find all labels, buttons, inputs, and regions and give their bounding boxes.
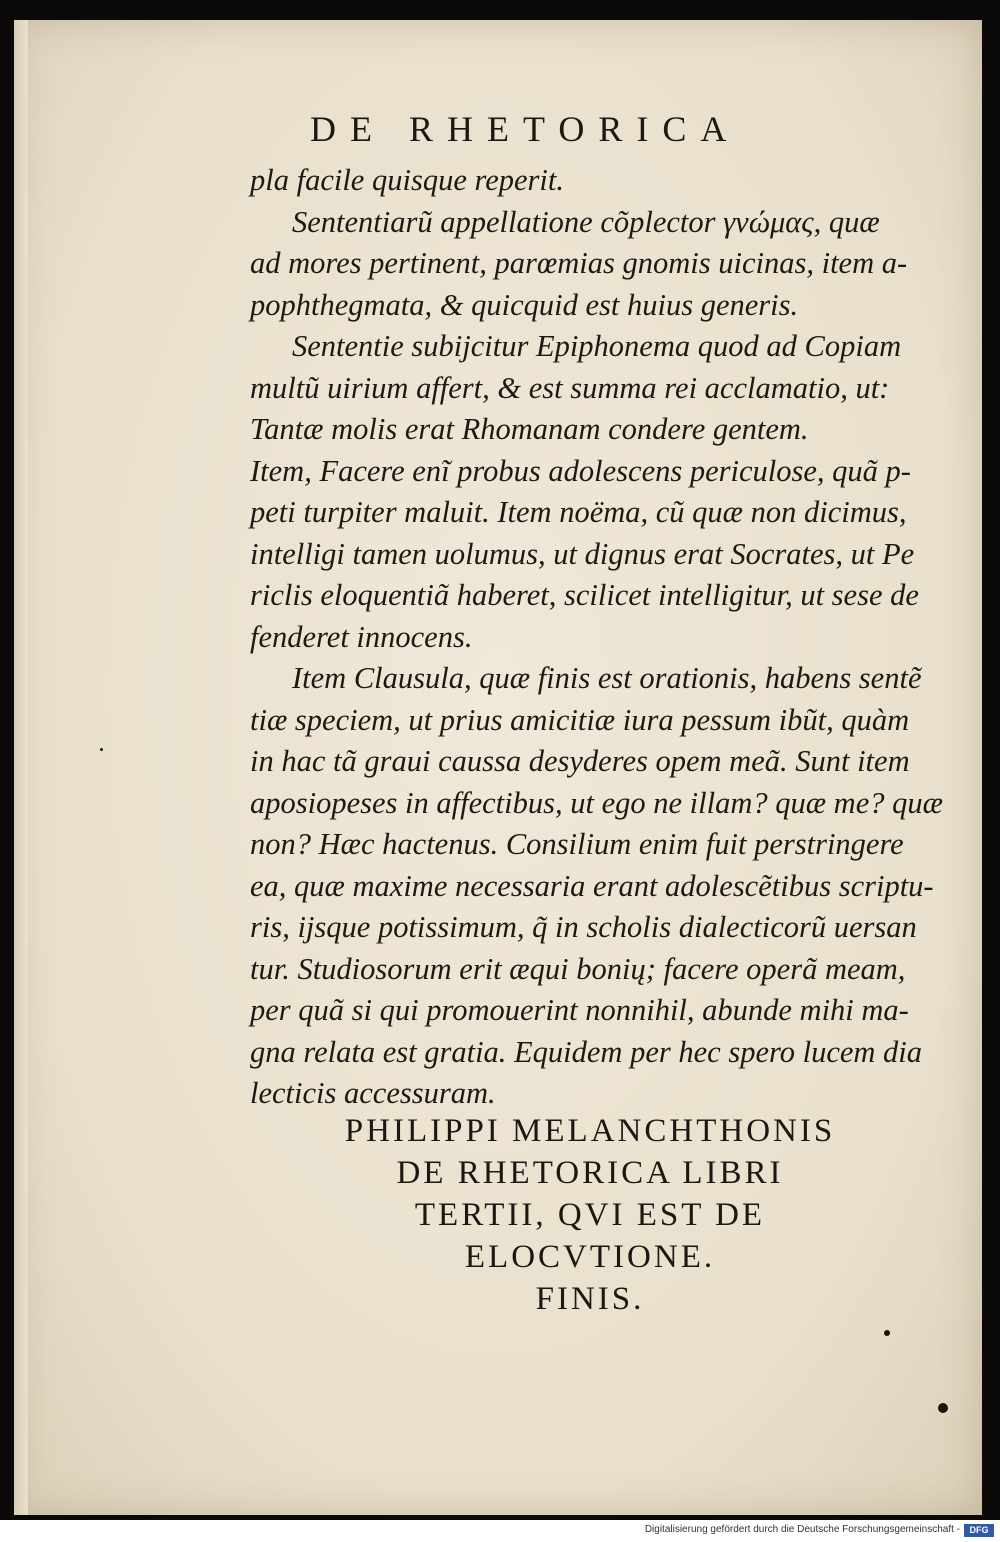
text-line: pla facile quisque reperit.	[250, 163, 564, 197]
digitization-footer	[0, 1520, 1000, 1542]
colophon-line: DE RHETORICA LIBRI	[396, 1155, 784, 1191]
text-line: non? Hæc hactenus. Consilium enim fuit perstringere	[250, 827, 904, 861]
text-line: intelligi tamen uolumus, ut dignus erat Socrates, ut Pe	[250, 536, 915, 571]
ink-speck	[938, 1403, 948, 1413]
ink-speck	[884, 1330, 890, 1336]
text-line: ea, quæ maxime necessaria erant adolescẽtibus scriptu-	[250, 868, 934, 903]
text-line: per quã si qui promouerint nonnihil, abunde mihi ma-	[250, 993, 909, 1027]
body-text	[250, 160, 943, 1115]
text-line: Item Clausula, quæ finis est orationis, habens sentẽ	[292, 661, 922, 695]
text-line: Sententiarũ appellatione cõplector γνώμας, quæ	[292, 204, 880, 239]
text-line: riclis eloquentiã haberet, scilicet intelligitur, ut sese de	[250, 578, 919, 612]
text-line: Sententie subijcitur Epiphonema quod ad Copiam	[292, 329, 902, 363]
text-line: tur. Studiosorum erit æqui bonių; facere operã meam,	[250, 951, 906, 986]
text-line: tiæ speciem, ut prius amicitiæ iura pessum ibũt, quàm	[250, 702, 910, 737]
dfg-logo: DFG	[964, 1524, 994, 1537]
text-line: ris, ijsque potissimum, q̃ in scholis dialecticorũ uersan	[250, 910, 917, 944]
text-line: peti turpiter maluit. Item noëma, cũ quæ non dicimus,	[250, 495, 907, 529]
colophon-line: TERTII, QVI EST DE	[414, 1197, 766, 1233]
text-line: Item, Facere enĩ probus adolescens periculose, quã p-	[250, 453, 911, 488]
text-line: pophthegmata, & quicquid est huius generis.	[250, 287, 799, 322]
text-line: gna relata est gratia. Equidem per hec spero lucem dia	[250, 1034, 923, 1069]
colophon-line: FINIS.	[535, 1281, 645, 1317]
text-line: ad mores pertinent, parœmias gnomis uicinas, item a-	[250, 246, 908, 280]
footer-credit: Digitalisierung gefördert durch die Deutsche Forschungsgemeinschaft -	[644, 1524, 960, 1535]
colophon	[250, 1110, 930, 1320]
text-line: lecticis accessuram.	[250, 1076, 496, 1110]
colophon-line: ELOCVTIONE.	[464, 1239, 716, 1275]
book-page	[14, 20, 982, 1515]
text-line: fenderet innocens.	[250, 619, 473, 654]
text-line: Tantæ molis erat Rhomanam condere gentem.	[250, 412, 809, 446]
colophon-line: PHILIPPI MELANCHTHONIS	[344, 1113, 836, 1149]
running-head: DE RHETORICA	[310, 109, 741, 149]
text-line: multũ uirium affert, & est summa rei acclamatio, ut:	[250, 370, 890, 405]
text-line: in hac tã graui caussa desyderes opem meã. Sunt item	[250, 744, 910, 778]
text-line: aposiopeses in affectibus, ut ego ne illam? quæ me? quæ	[250, 785, 943, 820]
ink-speck	[100, 748, 103, 751]
page-gutter	[14, 20, 28, 1515]
